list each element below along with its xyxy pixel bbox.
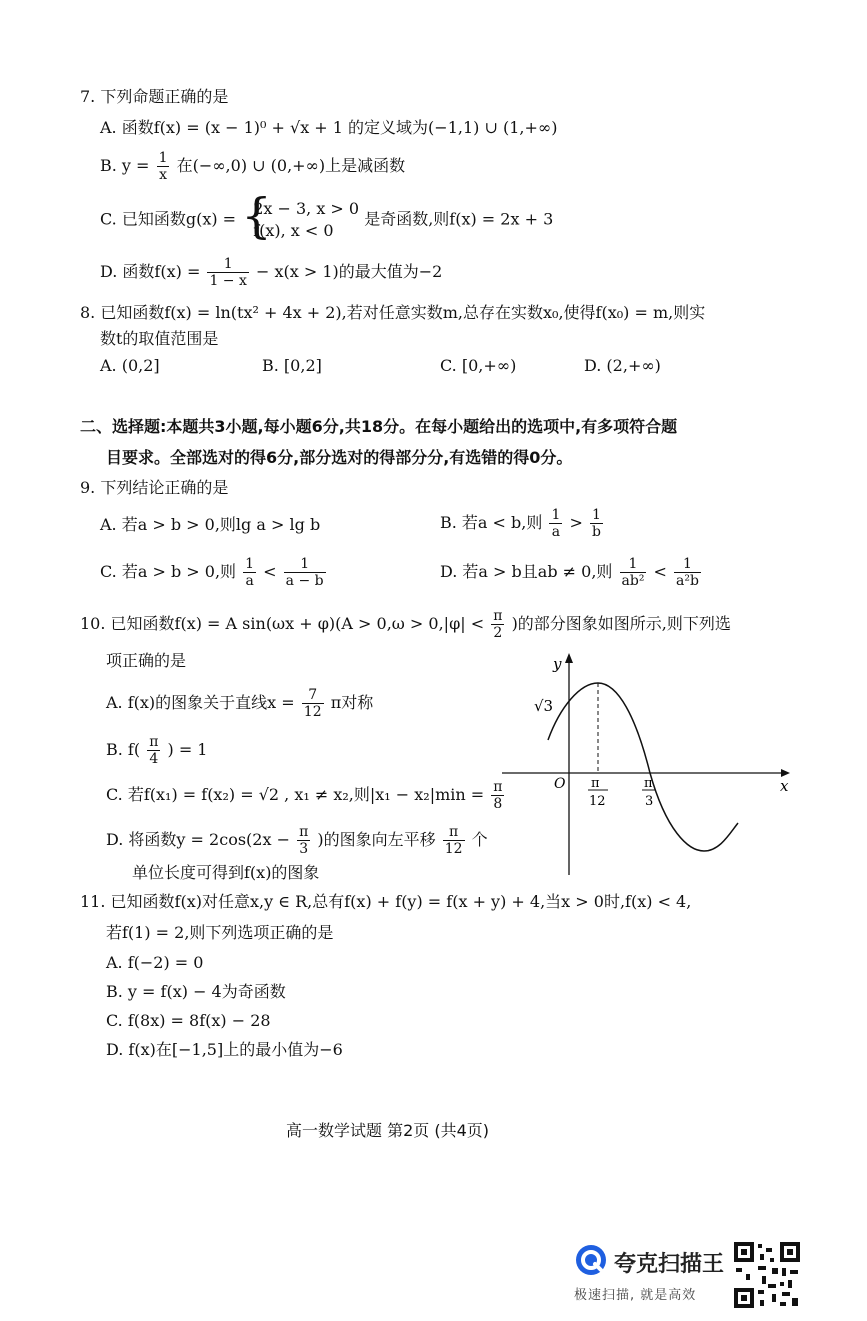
q10-stem-frac	[491, 608, 504, 641]
q10-sine-graph	[498, 645, 798, 877]
origin-label: O	[554, 776, 566, 792]
q7-d-fraction	[207, 256, 248, 289]
q7-b-fraction	[157, 150, 170, 183]
frac-den: a²b	[676, 573, 699, 589]
q9-d-pre: D. 若a > b且ab ≠ 0,则	[440, 562, 613, 581]
q10-b-post: ) = 1	[167, 740, 208, 759]
frac-num: π	[299, 824, 309, 840]
q10-option-c	[106, 779, 506, 812]
q7-option-a: A. 函数f(x) = (x − 1)⁰ + √x + 1 的定义域为(−1,1) ∪ (1,+∞)	[100, 118, 558, 137]
q10-a-frac	[302, 687, 324, 720]
frac-num: 1	[620, 556, 647, 573]
frac-num: 1	[245, 556, 255, 572]
q9-option-c	[100, 556, 328, 589]
frac-num: π	[493, 608, 503, 624]
frac-den: 8	[493, 796, 503, 812]
y-label: y	[553, 655, 562, 673]
frac-num: π	[493, 779, 503, 795]
q7-c-post: 是奇函数,则f(x) = 2x + 3	[364, 209, 554, 229]
q9-b-frac-1	[549, 507, 562, 540]
page-footer: 高一数学试题 第2页 (共4页)	[286, 1121, 490, 1140]
q10-a-pre: A. f(x)的图象关于直线x =	[106, 693, 295, 712]
frac-den: a	[551, 524, 561, 540]
q11-stem-1: 11. 已知函数f(x)对任意x,y ∈ R,总有f(x) + f(y) = f(x + y) + 4,当x > 0时,f(x) < 4,	[80, 892, 692, 911]
q9-c-pre: C. 若a > b > 0,则	[100, 562, 237, 581]
frac-den: a − b	[285, 573, 324, 589]
q9-c-frac-2	[284, 556, 326, 589]
q10-option-a	[106, 687, 373, 720]
q8-stem-2: 数t的取值范围是	[100, 329, 219, 348]
y-tick-sqrt3: √3	[534, 697, 554, 715]
q8-option-d: D. (2,+∞)	[584, 356, 661, 375]
q8-stem-1: 8. 已知函数f(x) = ln(tx² + 4x + 2),若对任意实数m,总存在实数x₀,使得f(x₀) = m,则实	[80, 303, 706, 322]
frac-den: 12	[303, 704, 322, 720]
frac-num: π	[149, 734, 159, 750]
x-label: x	[780, 777, 789, 795]
q11-stem-2: 若f(1) = 2,则下列选项正确的是	[106, 923, 334, 942]
q10-d-frac-2	[443, 824, 465, 857]
q10-option-d	[106, 824, 488, 857]
q7-c-case1: { 2x − 3, x > 0	[253, 199, 360, 218]
q10-d-post: 个	[471, 830, 488, 849]
q10-stem-post: )的部分图象如图所示,则下列选	[511, 614, 731, 633]
q9-b-frac-2	[590, 507, 603, 540]
x-axis-arrow	[781, 769, 790, 777]
q9-option-d	[440, 556, 703, 589]
watermark-brand: 夸克扫描王	[614, 1252, 725, 1277]
frac-den: b	[592, 524, 601, 540]
sine-curve	[548, 683, 738, 851]
frac-num: 1	[551, 507, 561, 523]
q9-c-frac-1	[243, 556, 256, 589]
q7-b-post: 在(−∞,0) ∪ (0,+∞)上是减函数	[176, 156, 406, 175]
frac-den: 4	[149, 751, 159, 767]
q11-option-c: C. f(8x) = 8f(x) − 28	[106, 1011, 271, 1030]
q10-option-b	[106, 734, 207, 767]
frac-den: ab²	[621, 573, 645, 589]
q7-c-pre: C. 已知函数g(x) =	[100, 209, 237, 229]
frac-den: 3	[299, 841, 309, 857]
frac-num: 7	[302, 687, 324, 704]
q10-b-pre: B. f(	[106, 740, 141, 759]
q7-option-d	[100, 256, 442, 289]
section2-heading-1: 二、选择题:本题共3小题,每小题6分,共18分。在每小题给出的选项中,有多项符合题	[80, 417, 678, 436]
scanner-logo-icon	[574, 1243, 608, 1277]
frac-den: 12	[444, 841, 463, 857]
q11-option-a: A. f(−2) = 0	[106, 953, 204, 972]
q7-d-pre: D. 函数f(x) =	[100, 262, 201, 281]
q10-option-d-line2: 单位长度可得到f(x)的图象	[132, 863, 320, 882]
q7-c-case2: f(x), x < 0	[253, 221, 334, 240]
frac-num: 1	[207, 256, 248, 273]
q7-option-c	[100, 198, 553, 242]
frac-num: 1	[674, 556, 701, 573]
q8-option-c: C. [0,+∞)	[440, 356, 517, 375]
q9-d-frac-1	[620, 556, 647, 589]
q11-option-d: D. f(x)在[−1,5]上的最小值为−6	[106, 1040, 343, 1059]
q10-c-pre: C. 若f(x₁) = f(x₂) = √2 , x₁ ≠ x₂,则|x₁ − x₂|min =	[106, 785, 485, 804]
q10-a-post: π对称	[330, 693, 374, 712]
x-tick-pi-3-den: 3	[645, 794, 654, 809]
q9-stem: 9. 下列结论正确的是	[80, 478, 229, 497]
q9-b-relation: >	[569, 513, 583, 532]
y-axis-arrow	[565, 653, 573, 663]
frac-num: 1	[284, 556, 326, 573]
frac-num: π	[443, 824, 465, 841]
frac-den: a	[245, 573, 254, 589]
q11-option-b: B. y = f(x) − 4为奇函数	[106, 982, 286, 1001]
section2-heading-2: 目要求。全部选对的得6分,部分选对的得部分分,有选错的得0分。	[106, 448, 573, 467]
q8-option-b: B. [0,2]	[262, 356, 322, 375]
frac-num: 1	[158, 150, 168, 166]
frac-num: 1	[590, 507, 603, 524]
q10-stem-1	[80, 608, 731, 641]
q7-stem: 7. 下列命题正确的是	[80, 87, 229, 106]
q10-stem-pre: 10. 已知函数f(x) = A sin(ωx + φ)(A > 0,ω > 0,|φ| <	[80, 614, 485, 633]
watermark-slogan: 极速扫描, 就是高效	[574, 1288, 697, 1303]
q9-d-relation: <	[653, 562, 667, 581]
frac-den: x	[159, 167, 167, 183]
x-tick-pi-12-den: 12	[589, 794, 606, 809]
q7-d-post: − x(x > 1)的最大值为−2	[255, 262, 443, 281]
q10-d-frac-1	[297, 824, 310, 857]
q7-b-pre: B. y =	[100, 156, 150, 175]
frac-den: 1 − x	[209, 273, 247, 289]
q9-option-a: A. 若a > b > 0,则lg a > lg b	[100, 515, 321, 534]
q8-option-a: A. (0,2]	[100, 356, 160, 375]
q10-stem-2: 项正确的是	[106, 651, 187, 670]
q9-d-frac-2	[674, 556, 701, 589]
q9-b-pre: B. 若a < b,则	[440, 513, 543, 532]
qr-code-icon	[732, 1240, 802, 1310]
frac-den: 2	[493, 625, 503, 641]
x-tick-pi-12-num: π	[591, 776, 600, 791]
q10-b-frac	[147, 734, 160, 767]
q10-d-pre: D. 将函数y = 2cos(2x −	[106, 830, 290, 849]
q9-option-b	[440, 507, 605, 540]
q7-c-piecewise	[241, 198, 359, 242]
q10-d-mid: )的图象向左平移	[317, 830, 436, 849]
q9-c-relation: <	[263, 562, 277, 581]
q7-option-b	[100, 150, 405, 183]
x-tick-pi-3-num: π	[644, 776, 653, 791]
